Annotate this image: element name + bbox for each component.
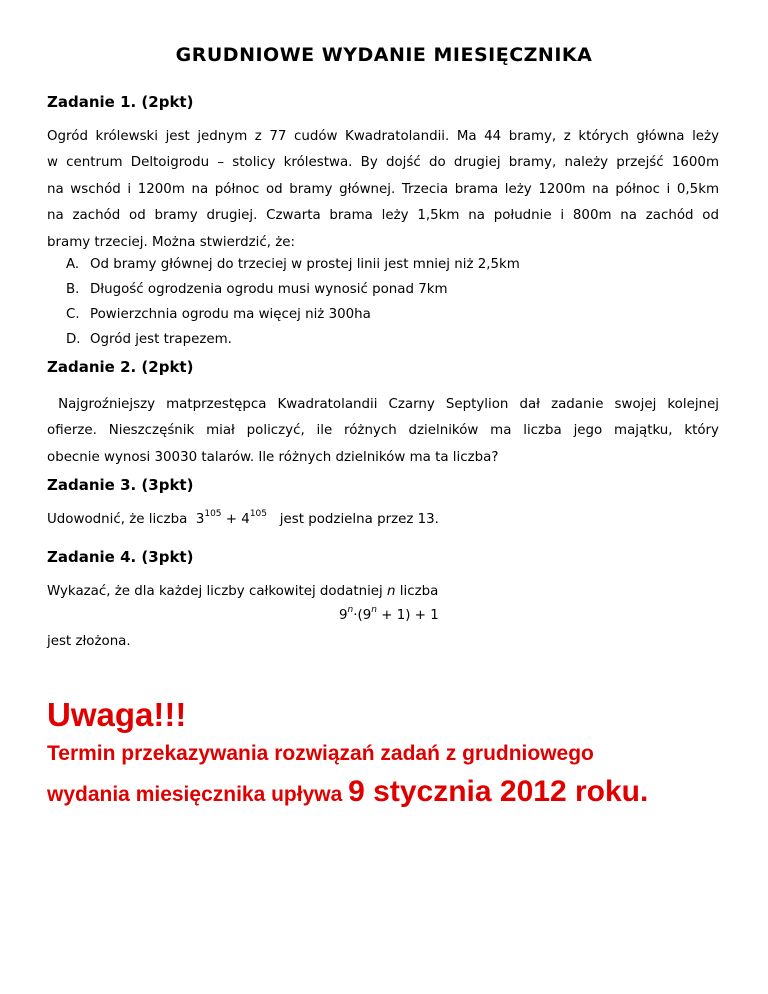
task4-heading: Zadanie 4. (3pkt) <box>47 548 194 566</box>
task1-options <box>66 252 520 352</box>
task3-statement: Udowodnić, że liczba $3^{105} + 4^{105}$ jest podzielna przez 13. <box>47 509 439 527</box>
task1-line: na wschód i 1200m na północ od bramy głównej. Trzecia brama leży 1200m na północ i 0,5km <box>47 181 719 197</box>
option-c: C. Powierzchnia ogrodu ma więcej niż 300ha <box>66 307 371 322</box>
notice-line-2: wydania miesięcznika upływa 9 stycznia 2012 roku. <box>47 775 649 808</box>
notice-title: Uwaga!!! <box>47 696 187 733</box>
page-title: GRUDNIOWE WYDANIE MIESIĘCZNIKA <box>175 44 593 66</box>
task1-heading: Zadanie 1. (2pkt) <box>47 93 194 111</box>
option-b: B. Długość ogrodzenia ogrodu musi wynosić ponad 7km <box>66 282 448 297</box>
task1-line: na zachód od bramy drugiej. Czwarta brama leży 1,5km na południe i 800m na zachód od <box>47 208 719 224</box>
deadline-date: 9 stycznia 2012 roku. <box>348 775 649 808</box>
task2-line: Najgroźniejszy matprzestępca Kwadratolandii Czarny Septylion dał zadanie swojej kolejnej <box>47 397 719 412</box>
task4-conclusion: jest złożona. <box>47 634 131 649</box>
option-a: A. Od bramy głównej do trzeciej w prostej linii jest mniej niż 2,5km <box>66 257 520 272</box>
task1-line: bramy trzeciej. Można stwierdzić, że: <box>47 234 296 250</box>
task2-heading: Zadanie 2. (2pkt) <box>47 358 194 376</box>
notice-line-1: Termin przekazywania rozwiązań zadań z grudniowego <box>47 742 594 765</box>
task1-line: Ogród królewski jest jednym z 77 cudów Kwadratolandii. Ma 44 bramy, z których główna leży <box>47 129 719 144</box>
option-d: D. Ogród jest trapezem. <box>66 332 232 347</box>
task3-heading: Zadanie 3. (3pkt) <box>47 476 194 494</box>
task2-line: obecnie wynosi 30030 talarów. Ile różnych dzielników ma ta liczba? <box>47 449 499 465</box>
task4-formula: $9^n\cdot(9^n + 1) + 1$ <box>339 605 439 623</box>
task2-line: ofierze. Nieszczęśnik miał policzyć, ile różnych dzielników ma liczba jego majątku, który <box>47 423 719 439</box>
task2-text <box>47 392 719 471</box>
task4-statement: Wykazać, że dla każdej liczby całkowitej dodatniej n liczba <box>47 584 439 599</box>
formula: $3^{105} + 4^{105}$ <box>195 509 268 527</box>
task1-line: w centrum Deltoigrodu – stolicy królestwa. By dojść do drugiej bramy, należy przejść 1600m <box>47 155 719 171</box>
variable-n: n <box>387 584 396 599</box>
task1-text <box>47 124 719 256</box>
